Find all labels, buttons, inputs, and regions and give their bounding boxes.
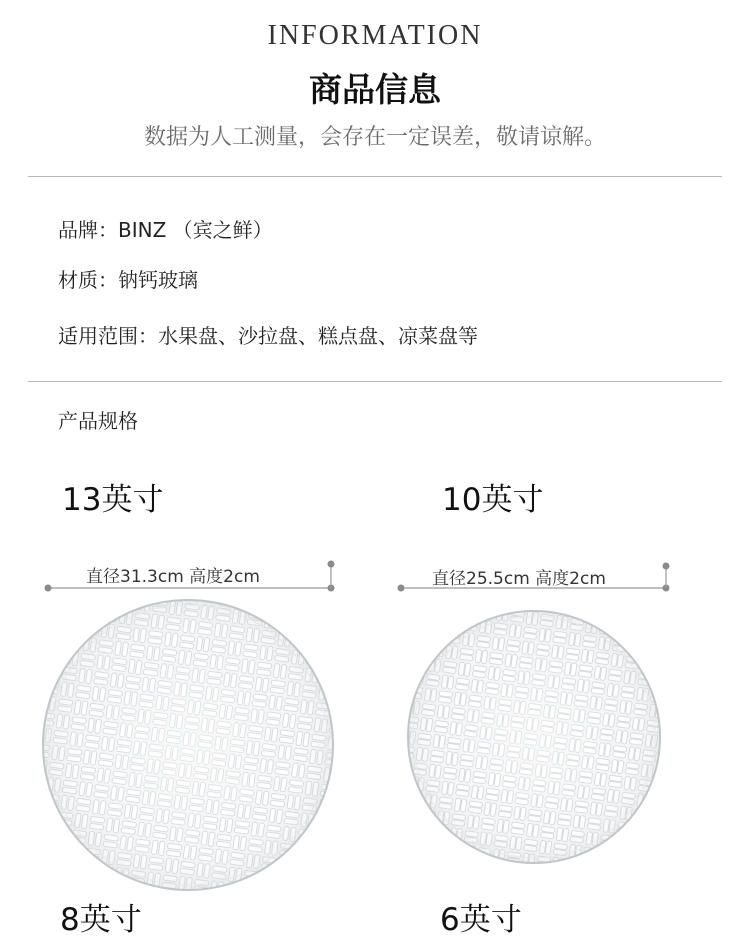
usage-row: 适用范围：水果盘、沙拉盘、糕点盘、凉菜盘等 (58, 324, 478, 348)
material-row: 材质：钠钙玻璃 (58, 268, 198, 292)
glass-plate-small-image (405, 608, 663, 866)
middle-divider (28, 381, 722, 382)
measurement-disclaimer: 数据为人工测量，会存在一定误差，敬请谅解。 (143, 125, 606, 150)
size-label-10in: 10英寸 (442, 482, 544, 518)
dimension-text-10in: 直径25.5cm 高度2cm (432, 569, 606, 589)
dimension-text-13in: 直径31.3cm 高度2cm (86, 567, 260, 587)
product-info-title: 商品信息 (309, 70, 441, 109)
size-label-6in: 6英寸 (440, 902, 522, 938)
size-label-13in: 13英寸 (62, 482, 164, 518)
spec-section-label: 产品规格 (58, 409, 138, 433)
brand-row: 品牌：BINZ （宾之鲜） (58, 218, 273, 242)
glass-plate-large-image (40, 597, 336, 893)
information-heading: INFORMATION (267, 20, 483, 51)
size-label-8in: 8英寸 (60, 902, 142, 938)
top-divider (28, 176, 722, 177)
